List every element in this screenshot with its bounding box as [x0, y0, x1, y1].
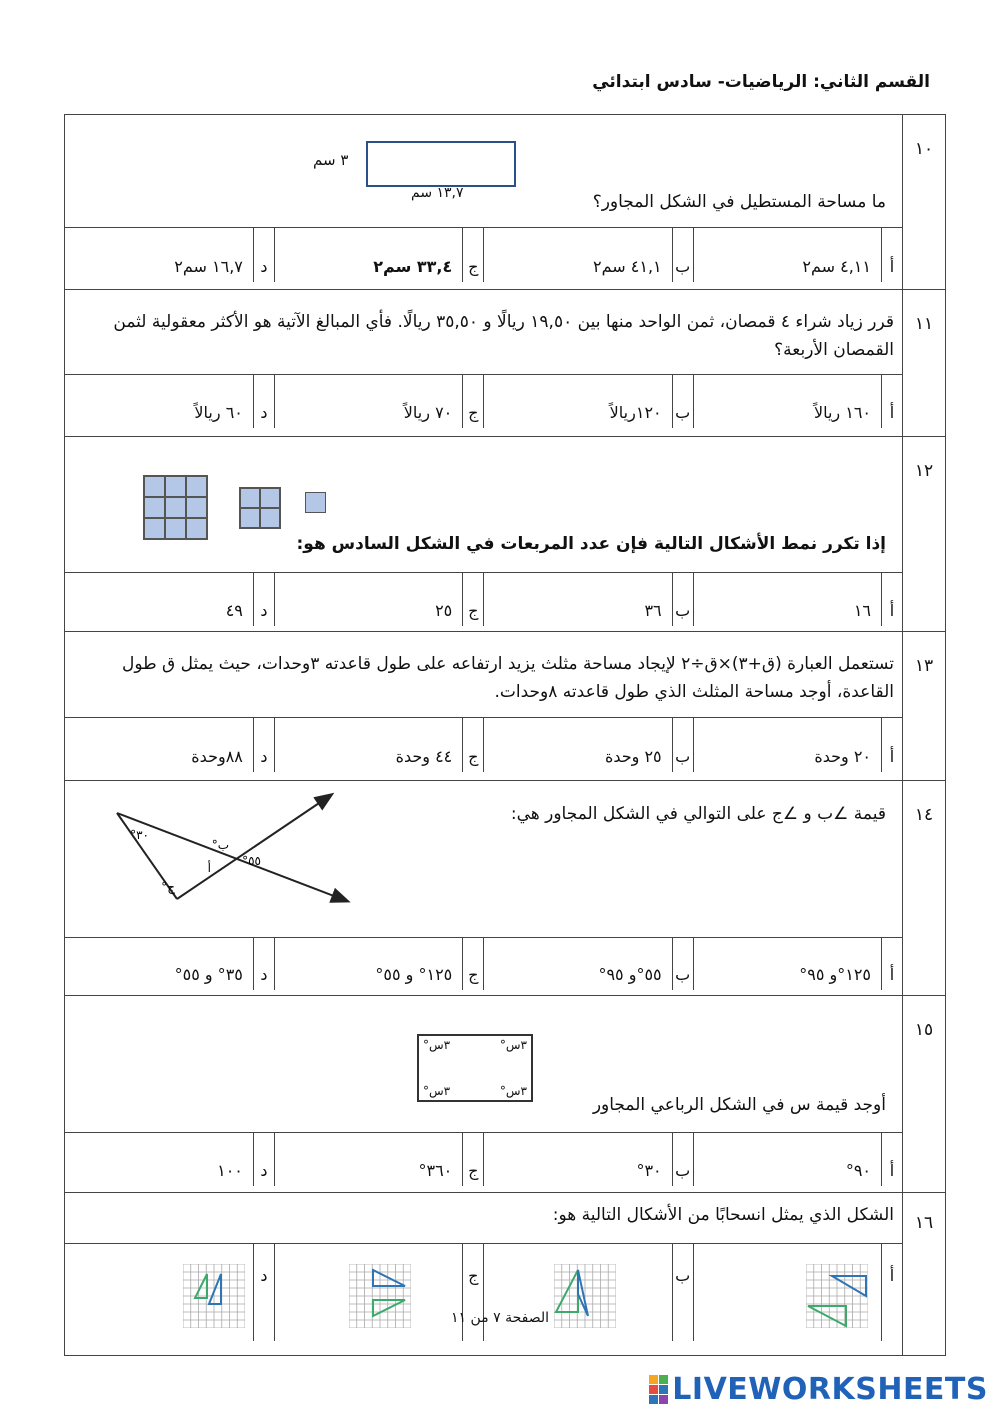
choices-table [65, 938, 902, 990]
question-stem [65, 290, 903, 375]
choice-letter: ج [463, 375, 484, 428]
answer-row [65, 228, 946, 290]
choice-option[interactable]: ١٠٠ [217, 1161, 243, 1181]
choice-option[interactable]: ٤١,١ سم٢ [484, 228, 672, 282]
question-stem [65, 115, 903, 228]
choice-letter: ب [672, 375, 693, 428]
choice-letter: أ [882, 573, 903, 626]
question-row [65, 632, 946, 718]
choice-letter: ب [672, 573, 693, 626]
choice-letter: د [253, 718, 274, 772]
choice-letter: ج [463, 718, 484, 772]
rectangle-side-label: ٣ سم [313, 151, 349, 169]
answer-row [65, 572, 946, 631]
question-text: قيمة ∠ب و ∠ج على التوالي في الشكل المجاور هي: [510, 804, 886, 824]
choice-option[interactable]: ٥٥°و ٩٥° [484, 938, 672, 990]
angle-label-e: ٥٥° [242, 854, 261, 868]
choice-option[interactable]: ١٦,٧ سم٢ [174, 257, 243, 277]
question-stem [65, 1193, 903, 1244]
brand-name: LIVEWORKSHEETS [672, 1372, 988, 1407]
angle-label-c: ج° [161, 880, 175, 894]
choices-table [65, 1244, 902, 1341]
corner-label: ٣س° [499, 1084, 527, 1098]
questions-table [64, 114, 946, 1356]
choice-letter: د [253, 1244, 274, 1341]
liveworksheets-brand[interactable] [649, 1372, 988, 1407]
choice-option[interactable]: ١٢٥° و ٥٥° [274, 938, 462, 990]
choice-option[interactable]: ٧٠ ريالاً [274, 375, 462, 428]
question-row [65, 1193, 946, 1244]
choice-option[interactable]: ٤,١١ سم٢ [693, 228, 881, 282]
choice-letter: أ [882, 375, 903, 428]
choice-option[interactable]: ٤٩ [225, 600, 243, 620]
answer-row [65, 938, 946, 996]
question-number: ١٢ [903, 437, 946, 632]
choice-option[interactable]: ٣٠° [484, 1133, 672, 1186]
page-footer: الصفحة ٧ من ١١ [450, 1310, 549, 1326]
choice-option[interactable]: ٣٥° و ٥٥° [174, 965, 243, 985]
choice-letter: أ [882, 1244, 903, 1341]
choice-letter: ج [463, 573, 484, 626]
choice-option[interactable]: ٨٨وحدة [191, 747, 243, 767]
choice-letter: ب [672, 228, 693, 282]
choice-letter: أ [882, 718, 903, 772]
rectangle-figure [366, 141, 516, 187]
choice-letter: ب [672, 718, 693, 772]
choice-option[interactable] [274, 1244, 462, 1341]
question-number: ١٠ [903, 115, 946, 290]
question-stem [65, 996, 903, 1133]
answer-cell [65, 718, 903, 781]
angle-label-a: ٣٠° [130, 828, 149, 842]
angle-label-b: ب° [211, 838, 229, 852]
choice-option[interactable]: ١٦ [693, 573, 881, 626]
choice-option[interactable] [693, 1244, 881, 1341]
choice-option[interactable]: ٤٤ وحدة [274, 718, 462, 772]
question-stem [65, 632, 903, 718]
answer-row [65, 718, 946, 781]
choice-letter: أ [882, 1133, 903, 1186]
angle-label-d: أ [207, 861, 211, 875]
choice-option[interactable]: ٣٦٠° [274, 1133, 462, 1186]
choice-letter: د [253, 228, 274, 282]
choice-option[interactable]: ٢٥ [274, 573, 462, 626]
question-stem [65, 781, 903, 938]
choice-letter: ج [463, 938, 484, 990]
page-header-title: القسم الثاني: الرياضيات- سادس ابتدائي [592, 72, 930, 92]
choice-option[interactable]: ٣٣,٤ سم٢ [274, 228, 462, 282]
answer-cell [65, 1244, 903, 1356]
choice-letter: د [253, 938, 274, 990]
rectangle-bottom-label: ١٣,٧ سم [411, 185, 464, 201]
question-text: قرر زياد شراء ٤ قمصان، ثمن الواحد منها بين ١٩,٥٠ ريالًا و ٣٥,٥٠ ريالًا. فأي المبالغ الآتية هو الأكثر معقولية لثمن القمصان الأربعة؟ [113, 312, 894, 360]
choice-option[interactable]: ١٢٠ريالاً [484, 375, 672, 428]
choice-option[interactable]: ٢٥ وحدة [484, 718, 672, 772]
questions-sheet [64, 114, 946, 1356]
pattern-figure-2 [239, 487, 281, 529]
choice-letter: ب [672, 1244, 693, 1341]
choice-letter: أ [882, 938, 903, 990]
question-number: ١٤ [903, 781, 946, 996]
question-row [65, 290, 946, 375]
choice-letter: ب [672, 938, 693, 990]
question-stem [65, 437, 903, 573]
choice-option[interactable]: ٩٠° [693, 1133, 881, 1186]
pattern-figure-1 [305, 492, 326, 513]
answer-cell [65, 938, 903, 996]
choice-option[interactable]: ١٦٠ ريالاً [693, 375, 881, 428]
choice-option[interactable] [484, 1244, 672, 1341]
pattern-figure-3 [143, 475, 208, 540]
answer-cell [65, 228, 903, 290]
choice-option[interactable]: ٣٦ [484, 573, 672, 626]
question-number: ١٣ [903, 632, 946, 781]
question-text: ما مساحة المستطيل في الشكل المجاور؟ [592, 192, 886, 212]
question-number: ١٥ [903, 996, 946, 1193]
question-number: ١٦ [903, 1193, 946, 1356]
question-row [65, 781, 946, 938]
choice-letter: ج [463, 1244, 484, 1341]
question-number: ١١ [903, 290, 946, 437]
question-text: الشكل الذي يمثل انسحابًا من الأشكال التالية هو: [552, 1205, 894, 1225]
answer-row [65, 1133, 946, 1193]
question-row [65, 996, 946, 1133]
quadrilateral-figure [417, 1034, 533, 1102]
choices-table [65, 718, 902, 772]
choice-option[interactable]: ١٢٥°و ٩٥° [693, 938, 881, 990]
question-text: تستعمل العبارة (ق+٣)×ق÷٢ لإيجاد مساحة مثلث يزيد ارتفاعه على طول قاعدته ٣وحدات، حيث يمثل ق طول القاعدة، أوجد مساحة المثلث الذي طول قاعدته ٨وحدات. [121, 654, 894, 702]
choices-table [65, 1133, 902, 1186]
choice-option[interactable]: ٢٠ وحدة [693, 718, 881, 772]
corner-label: ٣س° [499, 1038, 527, 1052]
question-row [65, 437, 946, 573]
choice-letter: د [253, 375, 274, 428]
angles-figure [111, 787, 371, 917]
choices-table [65, 228, 902, 282]
choice-letter: ب [672, 1133, 693, 1186]
choice-letter: ج [463, 1133, 484, 1186]
liveworksheets-logo-icon [649, 1375, 668, 1404]
answer-cell [65, 375, 903, 437]
corner-label: ٣س° [423, 1084, 451, 1098]
answer-cell [65, 1133, 903, 1193]
choice-letter: ج [463, 228, 484, 282]
choice-letter: د [253, 1133, 274, 1186]
choice-letter: أ [882, 228, 903, 282]
choices-table [65, 573, 902, 626]
question-text: إذا تكرر نمط الأشكال التالية فإن عدد المربعات في الشكل السادس هو: [296, 534, 886, 554]
answer-cell [65, 572, 903, 631]
answer-row [65, 375, 946, 437]
corner-label: ٣س° [423, 1038, 451, 1052]
answer-row [65, 1244, 946, 1356]
choice-letter: د [253, 573, 274, 626]
question-text: أوجد قيمة س في الشكل الرباعي المجاور [592, 1095, 886, 1115]
choice-option[interactable]: ٦٠ ريالاً [194, 403, 243, 423]
question-row [65, 115, 946, 228]
choices-table [65, 375, 902, 428]
choice-option[interactable] [65, 1244, 253, 1341]
